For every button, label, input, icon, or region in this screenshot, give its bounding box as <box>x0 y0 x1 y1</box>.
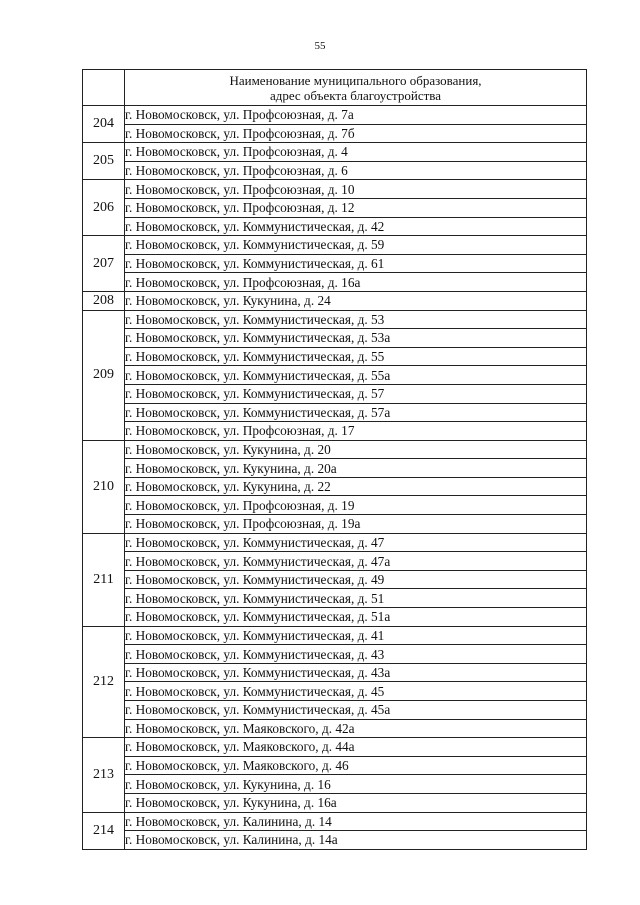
address-cell: г. Новомосковск, ул. Коммунистическая, д. 43а <box>125 663 587 682</box>
address-cell: г. Новомосковск, ул. Кукунина, д. 16а <box>125 793 587 812</box>
table-row <box>83 403 587 422</box>
address-cell: г. Новомосковск, ул. Профсоюзная, д. 16а <box>125 273 587 292</box>
table-row <box>83 756 587 775</box>
table-row <box>83 701 587 720</box>
group-number-cell: 205 <box>83 143 125 180</box>
address-cell: г. Новомосковск, ул. Коммунистическая, д. 59 <box>125 236 587 255</box>
address-cell: г. Новомосковск, ул. Коммунистическая, д. 43 <box>125 645 587 664</box>
table-row <box>83 552 587 571</box>
group-number-cell: 211 <box>83 533 125 626</box>
table-row <box>83 663 587 682</box>
address-cell: г. Новомосковск, ул. Коммунистическая, д. 45а <box>125 701 587 720</box>
header-title-line2: адрес объекта благоустройства <box>269 87 442 103</box>
table-row <box>83 719 587 738</box>
table-row <box>83 384 587 403</box>
table-row <box>83 570 587 589</box>
table-row <box>83 812 587 831</box>
table-row <box>83 682 587 701</box>
table-row <box>83 198 587 217</box>
table-row <box>83 775 587 794</box>
table-row <box>83 440 587 459</box>
address-table <box>82 69 587 850</box>
table-row <box>83 106 587 125</box>
table-row <box>83 236 587 255</box>
table-row <box>83 608 587 627</box>
table-row <box>83 366 587 385</box>
address-cell: г. Новомосковск, ул. Коммунистическая, д. 42 <box>125 217 587 236</box>
address-cell: г. Новомосковск, ул. Коммунистическая, д. 51 <box>125 589 587 608</box>
table-row <box>83 738 587 757</box>
address-cell: г. Новомосковск, ул. Калинина, д. 14а <box>125 831 587 850</box>
address-cell: г. Новомосковск, ул. Профсоюзная, д. 10 <box>125 180 587 199</box>
address-cell: г. Новомосковск, ул. Коммунистическая, д. 47 <box>125 533 587 552</box>
table-row <box>83 533 587 552</box>
address-cell: г. Новомосковск, ул. Кукунина, д. 16 <box>125 775 587 794</box>
header-title-line1: Наименование муниципального образования, <box>229 72 482 88</box>
address-cell: г. Новомосковск, ул. Коммунистическая, д. 47а <box>125 552 587 571</box>
table-row <box>83 477 587 496</box>
table-row <box>83 161 587 180</box>
address-cell: г. Новомосковск, ул. Маяковского, д. 42а <box>125 719 587 738</box>
table-row <box>83 645 587 664</box>
table-row <box>83 626 587 645</box>
address-cell: г. Новомосковск, ул. Кукунина, д. 20 <box>125 440 587 459</box>
table-row <box>83 217 587 236</box>
address-cell: г. Новомосковск, ул. Кукунина, д. 24 <box>125 291 587 310</box>
address-cell: г. Новомосковск, ул. Профсоюзная, д. 7б <box>125 124 587 143</box>
table-row <box>83 273 587 292</box>
page-number: 55 <box>314 40 326 52</box>
address-cell: г. Новомосковск, ул. Коммунистическая, д. 53а <box>125 329 587 348</box>
group-number-cell: 209 <box>83 310 125 440</box>
address-cell: г. Новомосковск, ул. Маяковского, д. 46 <box>125 756 587 775</box>
table-row <box>83 793 587 812</box>
table-header-row <box>83 70 587 106</box>
table-row <box>83 422 587 441</box>
address-cell: г. Новомосковск, ул. Профсоюзная, д. 6 <box>125 161 587 180</box>
address-cell: г. Новомосковск, ул. Коммунистическая, д. 51а <box>125 608 587 627</box>
group-number-cell: 207 <box>83 236 125 292</box>
table-row <box>83 254 587 273</box>
address-cell: г. Новомосковск, ул. Коммунистическая, д. 53 <box>125 310 587 329</box>
address-cell: г. Новомосковск, ул. Коммунистическая, д. 55а <box>125 366 587 385</box>
group-number-cell: 213 <box>83 738 125 812</box>
address-cell: г. Новомосковск, ул. Коммунистическая, д. 45 <box>125 682 587 701</box>
address-cell: г. Новомосковск, ул. Профсоюзная, д. 12 <box>125 198 587 217</box>
address-cell: г. Новомосковск, ул. Кукунина, д. 22 <box>125 477 587 496</box>
table-body <box>83 106 587 850</box>
group-number-cell: 210 <box>83 440 125 533</box>
table-row <box>83 589 587 608</box>
address-cell: г. Новомосковск, ул. Профсоюзная, д. 19а <box>125 515 587 534</box>
address-cell: г. Новомосковск, ул. Коммунистическая, д. 57а <box>125 403 587 422</box>
header-title-cell <box>125 70 587 106</box>
address-cell: г. Новомосковск, ул. Профсоюзная, д. 4 <box>125 143 587 162</box>
group-number-cell: 204 <box>83 106 125 143</box>
table-row <box>83 831 587 850</box>
address-cell: г. Новомосковск, ул. Профсоюзная, д. 19 <box>125 496 587 515</box>
address-cell: г. Новомосковск, ул. Коммунистическая, д. 41 <box>125 626 587 645</box>
group-number-cell: 214 <box>83 812 125 849</box>
table-row <box>83 124 587 143</box>
address-cell: г. Новомосковск, ул. Маяковского, д. 44а <box>125 738 587 757</box>
address-cell: г. Новомосковск, ул. Коммунистическая, д. 49 <box>125 570 587 589</box>
table-row <box>83 496 587 515</box>
address-cell: г. Новомосковск, ул. Профсоюзная, д. 17 <box>125 422 587 441</box>
table-row <box>83 329 587 348</box>
table-row <box>83 291 587 310</box>
address-cell: г. Новомосковск, ул. Калинина, д. 14 <box>125 812 587 831</box>
table-row <box>83 310 587 329</box>
address-cell: г. Новомосковск, ул. Коммунистическая, д. 61 <box>125 254 587 273</box>
address-cell: г. Новомосковск, ул. Коммунистическая, д. 55 <box>125 347 587 366</box>
header-number-cell <box>83 70 125 106</box>
address-cell: г. Новомосковск, ул. Кукунина, д. 20а <box>125 459 587 478</box>
group-number-cell: 208 <box>83 291 125 310</box>
group-number-cell: 212 <box>83 626 125 738</box>
group-number-cell: 206 <box>83 180 125 236</box>
table-row <box>83 143 587 162</box>
table-row <box>83 180 587 199</box>
address-cell: г. Новомосковск, ул. Коммунистическая, д. 57 <box>125 384 587 403</box>
address-cell: г. Новомосковск, ул. Профсоюзная, д. 7а <box>125 106 587 125</box>
table-row <box>83 515 587 534</box>
table-row <box>83 347 587 366</box>
table-row <box>83 459 587 478</box>
